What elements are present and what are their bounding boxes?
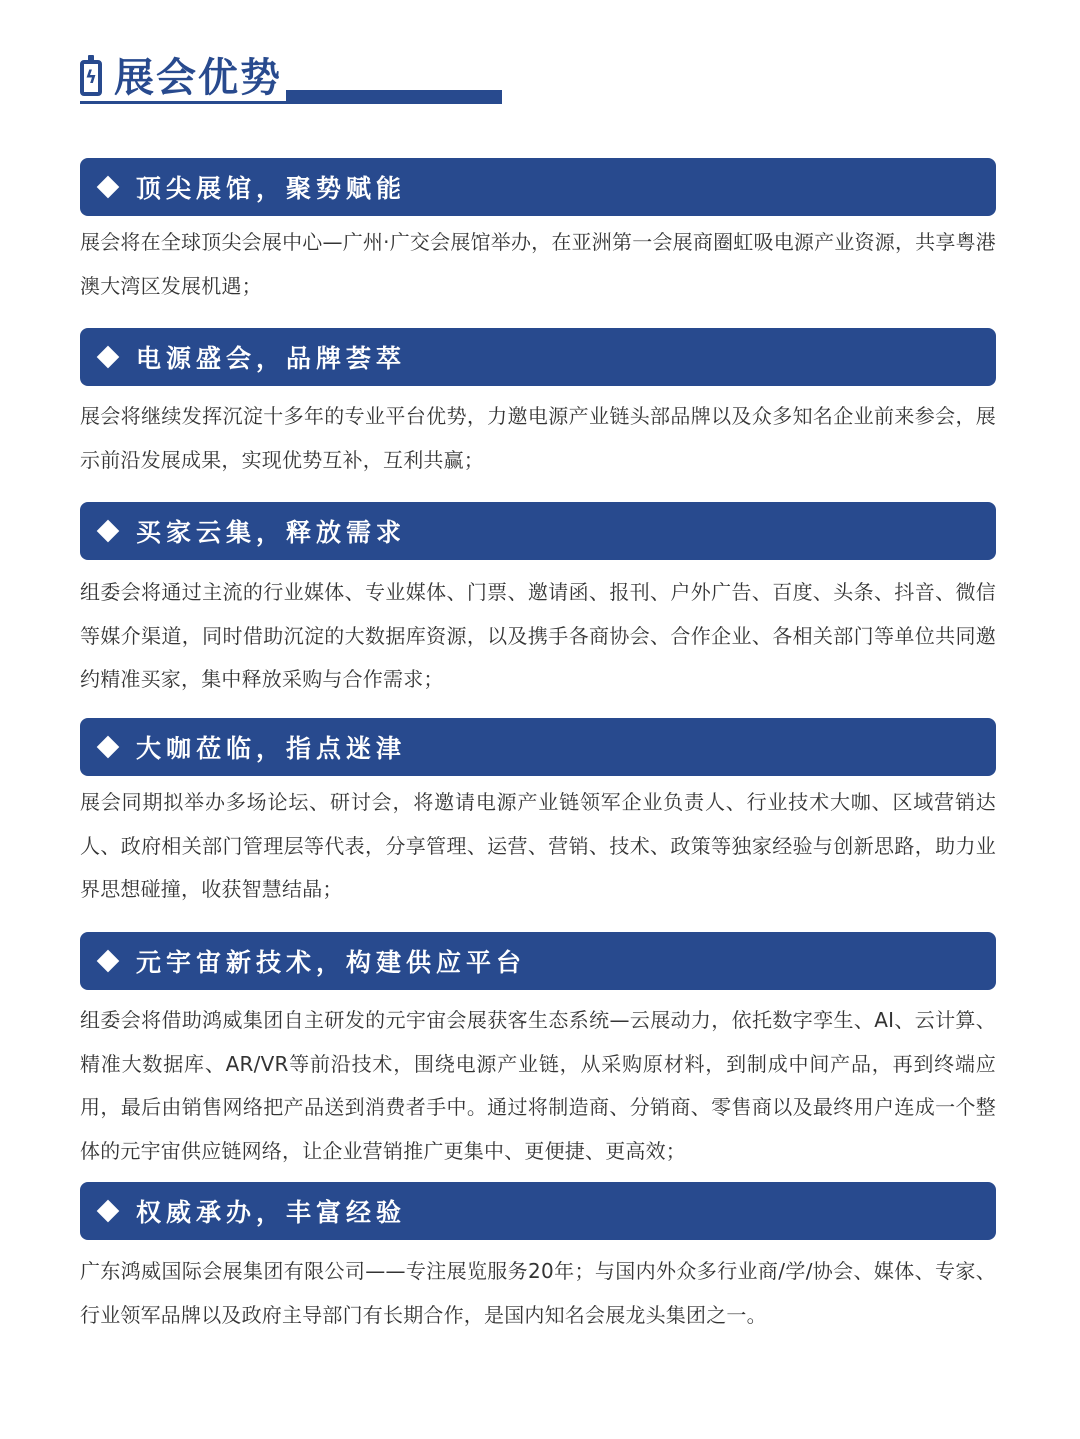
section-body-brands: 展会将继续发挥沉淀十多年的专业平台优势，力邀电源产业链头部品牌以及众多知名企业前来参会，展示前沿发展成果，实现优势互补，互利共赢；	[80, 404, 996, 472]
section-heading-venue	[80, 158, 996, 216]
section-heading-label: 元宇宙新技术，构建供应平台	[136, 948, 527, 977]
title-underline	[80, 101, 502, 104]
section-body-buyers: 组委会将通过主流的行业媒体、专业媒体、门票、邀请函、报刊、户外广告、百度、头条、抖音、微信等媒介渠道，同时借助沉淀的大数据库资源，以及携手各商协会、合作企业、各相关部门等单位共同邀约精准买家，集中释放采购与合作需求；	[80, 580, 996, 691]
section-heading-organizer	[80, 1182, 996, 1240]
section-heading-brands	[80, 328, 996, 386]
section-body-metaverse: 组委会将借助鸿威集团自主研发的元宇宙会展获客生态系统—云展动力，依托数字孪生、AI、云计算、精准大数据库、AR/VR等前沿技术，围绕电源产业链，从采购原材料，到制成中间产品，再到终端应用，最后由销售网络把产品送到消费者手中。通过将制造商、分销商、零售商以及最终用户连成一个整体的元宇宙供应链网络，让企业营销推广更集中、更便捷、更高效；	[80, 1008, 996, 1163]
battery-icon: ϟ	[80, 60, 102, 96]
diamond-icon	[97, 520, 120, 543]
diamond-icon	[97, 736, 120, 759]
section-heading-label: 电源盛会，品牌荟萃	[136, 344, 407, 373]
section-heading-buyers	[80, 502, 996, 560]
section-heading-label: 买家云集，释放需求	[136, 518, 407, 547]
diamond-icon	[97, 1200, 120, 1223]
section-heading-label: 权威承办，丰富经验	[136, 1198, 407, 1227]
section-heading-label: 顶尖展馆，聚势赋能	[136, 174, 407, 203]
diamond-icon	[97, 950, 120, 973]
section-body-venue: 展会将在全球顶尖会展中心—广州·广交会展馆举办，在亚洲第一会展商圈虹吸电源产业资源，共享粤港澳大湾区发展机遇；	[80, 230, 996, 298]
page-title: 展会优势	[114, 55, 282, 101]
section-heading-label: 大咖莅临，指点迷津	[136, 734, 407, 763]
section-body-organizer: 广东鸿威国际会展集团有限公司——专注展览服务20年；与国内外众多行业商/学/协会、媒体、专家、行业领军品牌以及政府主导部门有长期合作，是国内知名会展龙头集团之一。	[80, 1259, 996, 1327]
section-heading-experts	[80, 718, 996, 776]
section-heading-metaverse	[80, 932, 996, 990]
diamond-icon	[97, 346, 120, 369]
diamond-icon	[97, 176, 120, 199]
section-body-experts: 展会同期拟举办多场论坛、研讨会，将邀请电源产业链领军企业负责人、行业技术大咖、区域营销达人、政府相关部门管理层等代表，分享管理、运营、营销、技术、政策等独家经验与创新思路，助力业界思想碰撞，收获智慧结晶；	[80, 790, 996, 901]
page-header	[80, 52, 502, 112]
